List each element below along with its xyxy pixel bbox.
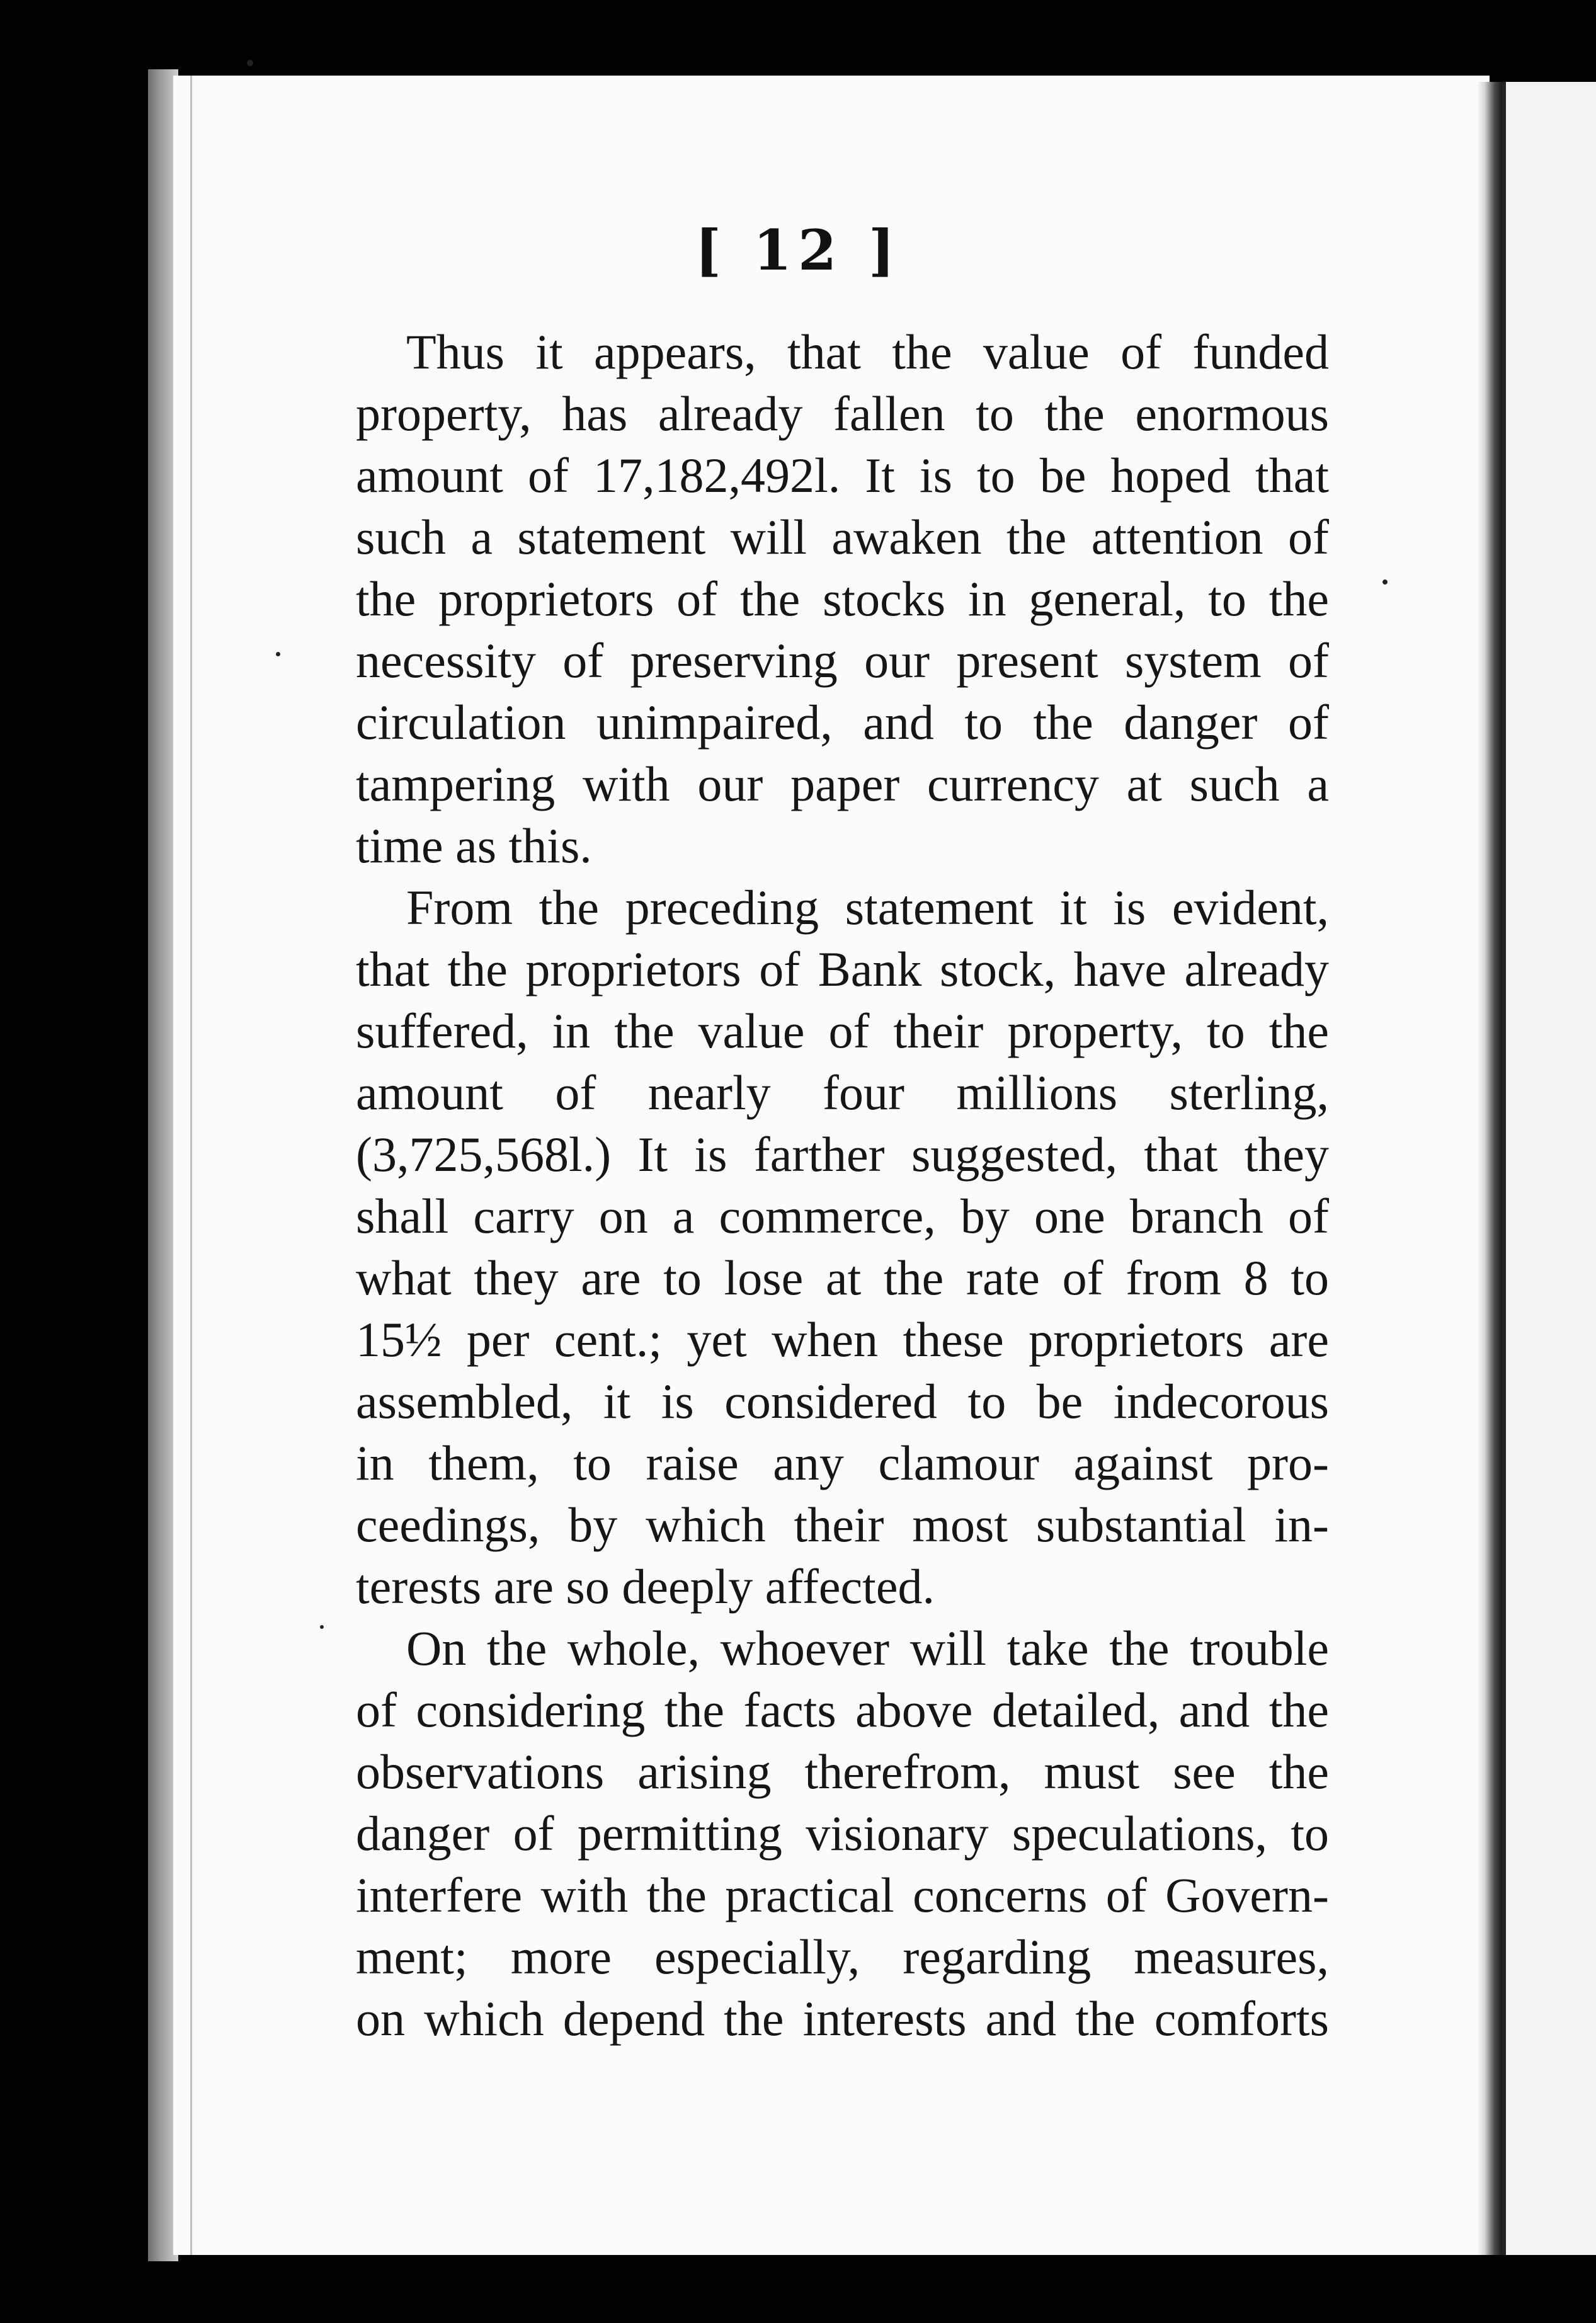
text-line: ment; more especially, regarding measures, bbox=[356, 1929, 1329, 1984]
text-line: amount of 17,182,492l. It is to be hoped that bbox=[356, 448, 1329, 503]
text-line: interfere with the practical concerns of Govern- bbox=[356, 1868, 1329, 1922]
text-line: assembled, it is considered to be indecorous bbox=[356, 1374, 1329, 1429]
scan-speck bbox=[1382, 579, 1388, 585]
text-line: observations arising therefrom, must see the bbox=[356, 1744, 1329, 1799]
text-line: property, has already fallen to the enormous bbox=[356, 386, 1329, 441]
text-line: ceedings, by which their most substantial in- bbox=[356, 1497, 1329, 1552]
fore-edge-shadow bbox=[1477, 82, 1502, 2255]
page-number: [ 12 ] bbox=[695, 217, 901, 283]
text-line: amount of nearly four millions sterling, bbox=[356, 1065, 1329, 1120]
text-line: on which depend the interests and the comforts bbox=[356, 1991, 1329, 2046]
body-text bbox=[356, 321, 1329, 2050]
text-line: shall carry on a commerce, by one branch of bbox=[356, 1189, 1329, 1243]
text-line: such a statement will awaken the attention of bbox=[356, 510, 1329, 564]
text-line: in them, to raise any clamour against pro- bbox=[356, 1435, 1329, 1490]
text-line: (3,725,568l.) It is farther suggested, that they bbox=[356, 1127, 1329, 1182]
text-line: of considering the facts above detailed, and the bbox=[356, 1682, 1329, 1737]
text-line: that the proprietors of Bank stock, have already bbox=[356, 942, 1329, 996]
text-line: terests are so deeply affected. bbox=[356, 1559, 935, 1614]
text-line: the proprietors of the stocks in general, to the bbox=[356, 571, 1329, 626]
text-line: time as this. bbox=[356, 818, 592, 873]
paragraph-3 bbox=[356, 1618, 1329, 2050]
text-line: suffered, in the value of their property, to the bbox=[356, 1003, 1329, 1058]
text-line: danger of permitting visionary speculations, to bbox=[356, 1806, 1329, 1861]
text-line: On the whole, whoever will take the trouble bbox=[406, 1621, 1329, 1675]
text-line: tampering with our paper currency at such a bbox=[356, 756, 1329, 811]
text-line: From the preceding statement it is evident, bbox=[406, 880, 1329, 935]
paragraph-1 bbox=[356, 321, 1329, 877]
scan-speck bbox=[247, 60, 253, 66]
adjacent-page-edge bbox=[1502, 82, 1596, 2255]
scan-speck bbox=[276, 652, 280, 656]
text-line: Thus it appears, that the value of funded bbox=[406, 324, 1329, 379]
text-line: 15½ per cent.; yet when these proprietors are bbox=[356, 1312, 1329, 1367]
text-line: circulation unimpaired, and to the danger of bbox=[356, 695, 1329, 750]
page-margin-line bbox=[190, 76, 192, 2255]
text-line: what they are to lose at the rate of from 8 to bbox=[356, 1250, 1329, 1305]
paragraph-2 bbox=[356, 877, 1329, 1618]
text-line: necessity of preserving our present system of bbox=[356, 633, 1329, 688]
scan-speck bbox=[320, 1625, 324, 1629]
